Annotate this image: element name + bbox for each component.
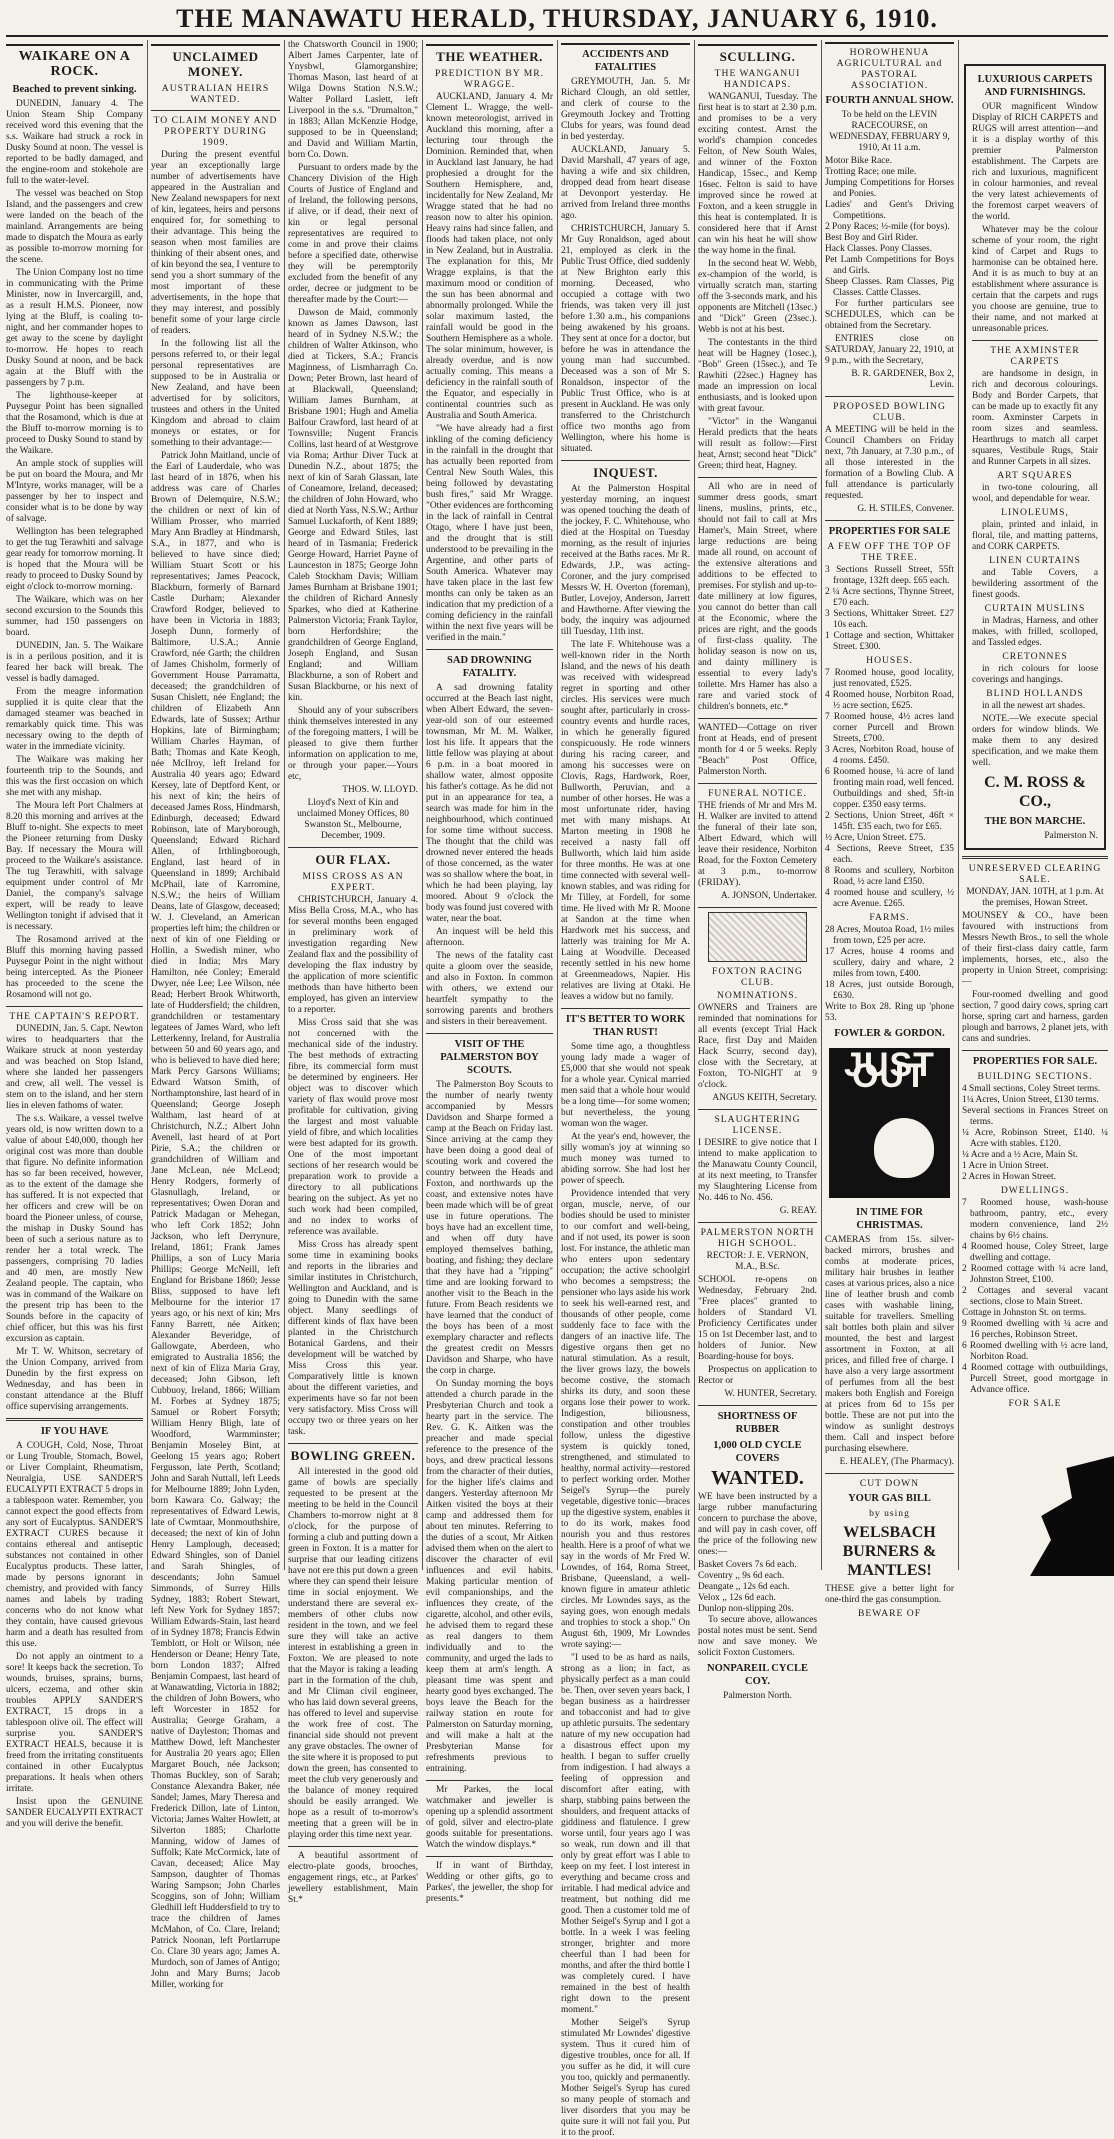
- article-paragraph: If in want of Birthday, Wedding or other gifts, go to Parkes', the jeweller, the shop for presents.*: [426, 1861, 553, 1904]
- advert-company-name: NONPAREIL CYCLE COY.: [706, 1663, 809, 1687]
- article-paragraph: Mr Parkes, the local watchmaker and jeweller is opening up a splendid assortment of gold, silver and electro-plate goods suitable for presentations. Watch the window displays.*: [426, 1785, 553, 1850]
- advert-headline-gas: CUT DOWN: [859, 1478, 920, 1489]
- article-headline-sculling: SCULLING.: [698, 44, 817, 64]
- signature: W. HUNTER, Secretary.: [724, 1389, 817, 1399]
- advert-paragraph: To be held on the LEVIN RACECOURSE, on WEDNESDAY, FEBRUARY 9, 1910, At 11 a.m.: [829, 110, 950, 153]
- advert-subheadline: BEWARE OF: [857, 1608, 922, 1619]
- advert-paragraph: MOUNSEY & CO., have been favoured with instructions from Messrs Newth Bros., to sell the whole of their first-class dairy cattle, farm implements, horses, etc., also the property in Union Street, comprising:—: [962, 911, 1108, 987]
- just-out-lettering: JUST OUT: [844, 1046, 935, 1095]
- advert-headline-properties: PROPERTIES FOR SALE: [828, 526, 951, 537]
- column-4: [426, 40, 553, 1904]
- list-item: 7 Roomed house, good locality, just renovated, £525.: [825, 668, 954, 689]
- list-item: 3 Sections, Whittaker Street. £27 10s each.: [825, 609, 954, 630]
- list-item: Motor Bike Race.: [825, 156, 892, 166]
- advert-headline-properties: PROPERTIES FOR SALE.: [972, 1056, 1098, 1067]
- advert-company-tagline: THE BON MARCHE.: [984, 816, 1086, 827]
- advert-headline-rubber: SHORTNESS OF RUBBER: [717, 1411, 798, 1435]
- section-rule: [151, 110, 280, 111]
- advert-headline-better-to-work: IT'S BETTER TO WORK THAN RUST!: [565, 1014, 686, 1038]
- list-item: Pet Lamb Competitions for Boys and Girls.: [825, 255, 954, 276]
- farms-list: [825, 925, 954, 1002]
- advert-paragraph: CAMERAS from 15s. silver-backed mirrors, brushes and combs at moderate prices, military hair brushes in leather cases at various prices, also a nice line of leather brush and comb cases with washable lining, suitable for travellers. Smelling salt bottles both plain and silver mounted, the best and largest assortment in Foxton, at all prices, and filled free of charge. I have also a very large assortment of perfumes from all the best makers both English and Foreign at prices from 6d to 15s per bottle. These are not put into the window as sunlight destroys them. Call and inspect before purchasing elsewhere.: [825, 1235, 954, 1454]
- dwellings-list: [962, 1198, 1108, 1396]
- advert-paragraph: "I used to be as hard as nails, strong as a lion; in fact, as physically perfect as a man could be. Then, over seven years back, I began business as a hairdresser and tobacconist and had to give up athletic pursuits. The sedentary nature of my new occupation had a disastrous effect upon my health. I began to suffer cruelly from indigestion. I had always a feeling of oppression and discomfort after eating, with sharp, stabbing pains between the shoulders, and frequent attacks of giddiness and flatulence. I grew worse until, four years ago I was so weak, run down and ill that only by great effort was I able to keep on my feet. I lost interest in everything and became cross and irritable. I had medical advice and treatment, but nothing did me good. Then a customer told me of Mother Seigel's Syrup and I got a bottle. In a week I was feeling stronger, brighter and more cheerful than I had been for months, and after the third bottle I was completely cured. I have remained in the best of health right down to the present moment.": [561, 1653, 690, 2015]
- list-item: 2 Roomed cottage with ¼ acre land, Johnston Street, £100.: [962, 1264, 1108, 1285]
- article-subheadline: TO CLAIM MONEY AND PROPERTY DURING 1909.: [153, 115, 278, 148]
- list-item: Jumping Competitions for Horses and Ponies.: [825, 178, 954, 199]
- article-paragraph: "Victor" in the Wanganui Herald predicts that the heats will result as follow:—First heat, Arnst; second heat "Dick" Green; third heat, Hagney.: [698, 417, 817, 471]
- list-item: Ladies' and Gent's Driving Competitions.: [825, 200, 954, 221]
- article-paragraph: The s.s. Waikare, a vessel twelve years old, is now written down to a value of about £40,000, though her original cost was more than double that figure. No definite information has so far been received, however, as to the extent of the damage she has suffered. It is not expected that her officers and crew will be on board the Pioneer unless, of course, the mishap in Dusky Sound has been of such a serious nature as to render her a total wreck. The passengers, comprising 70 ladies and 40 men, are mostly New Zealand people. The captain, who was in command of the Waikare on the present trip has been to the Sounds before in the capacity of chief officer, but this was his first excursion as captain.: [6, 1114, 143, 1344]
- advert-welsbach: WELSBACH BURNERS & MANTLES!: [842, 1524, 937, 1579]
- list-item: 8 Rooms and scullery, Norbiton Road, ½ acre land £350.: [825, 866, 954, 887]
- section-rule: [288, 1846, 418, 1847]
- signature: A. JONSON, Undertaker.: [720, 891, 817, 901]
- advert-headline-christmas: IN TIME FOR CHRISTMAS.: [856, 1207, 923, 1231]
- notice-headline-high-school: PALMERSTON NORTH HIGH SCHOOL.: [700, 1227, 815, 1249]
- article-paragraph: Pursuant to orders made by the Chancery Division of the High Courts of Justice of England and of Ireland, the following persons, if alive, or if dead, their next of kin or legal personal representatives are required to come in and prove their claims before a specified date, otherwise they will be peremptorily excluded from the benefit of any order, decree or judgment to be thereafter made by the Court:—: [288, 163, 418, 305]
- sections-list: [962, 1084, 1108, 1183]
- article-paragraph: Mr T. W. Whitson, secretary of the Union Company, arrived from Dunedin by the first express on Wednesday, and has been in constant attendance at the Bluff office supervising arrangements.: [6, 1347, 143, 1412]
- article-paragraph: During the present eventful year an exceptionally large number of advertisements have appeared in the Australian and New Zealand newspapers for next of kin, legatees, heirs and persons enquired for, for something to their advantage. This being the season when most families are thinking of their absent ones, and of kin beyond the sea, I venture to send you a short summary of the most important of these advertisements, in the hope that they may interest, and possibly benefit some of your large circle of readers.: [151, 150, 280, 336]
- list-heading: HOUSES.: [866, 655, 913, 666]
- section-rule: [825, 396, 954, 397]
- advert-headline-carpets: LUXURIOUS CARPETS AND FURNISHINGS.: [977, 74, 1093, 98]
- racehorse-illustration: [708, 912, 807, 962]
- advert-subheadline: FOURTH ANNUAL SHOW.: [825, 95, 954, 106]
- list-item: Velox ,, 12s 6d each.: [698, 1593, 776, 1603]
- list-item: 6 Roomed dwelling with ½ acre land, Norbiton Road.: [962, 1341, 1108, 1362]
- list-item: 3 Acres, Norbiton Road, house of 4 rooms. £450.: [825, 745, 954, 766]
- advert-paragraph: and Table Covers, a bewildering assortment of the finest goods.: [972, 568, 1098, 600]
- notice-paragraph: THE friends of Mr and Mrs M. H. Walker are invited to attend the funeral of their late son, Albert Edward, which will leave their residence, Norbiton Road, for the Foxton Cemetery at 3 p.m., to-morrow (FRIDAY).: [698, 801, 817, 888]
- advert-subheadline: CRETONNES: [1002, 651, 1068, 662]
- article-paragraph: From the meagre information supplied it is quite clear that the damaged steamer was beached in remarkably quick time. This was necessary owing to the depth of water in the immediate vicinity.: [6, 687, 143, 752]
- article-paragraph: Should any of your subscribers think themselves interested in any of the foregoing matters, I will be pleased to give them further information on application to me, or through your paper.—Yours etc,: [288, 706, 418, 782]
- list-item: 7 Roomed house, wash-house bathroom, pantry, etc., every modern convenience, land 2½ chains by 6½ chains.: [962, 1198, 1108, 1241]
- article-paragraph: The late F. Whitehouse was a well-known rider in the North Island, and the news of his death was received with widespread regret in sporting and other circles. His services were much sought after, particularly in cross-country events and hurdle races, in which he generally figured conspicuously. He rode winners during his racing career, and among his successes were on Clovis, Rags, Hardwork, Roer, Bullworth, Peruvian, and a number of other horses. He was a most unfortunate rider, having met with many mishaps. At Marton meeting in 1908 he received a nasty fall off Bullworth, which laid him aside for three months. He was at one time connected with several well-known stables, and was riding for Mr Tilley, at Fordell, for some time. He lived with Mr R. Moone at Sandon at the time when Hardwork met his success, and latterly was training for Mr A. Laing at Woodville. Deceased recently settled in his new home at Greenmeadows, Napier. His relatives are living at Otaki. He leaves a widow but no family.: [561, 640, 690, 1002]
- article-paragraph: The news of the fatality cast quite a gloom over the seaside, and also in Foxton. In common with others, we extend our heartfelt sympathy to the sorrowing parents and brothers and sisters in their bereavement.: [426, 951, 553, 1027]
- section-rule: [698, 1222, 817, 1223]
- advert-subheadline: 1,000 OLD CYCLE COVERS: [713, 1440, 802, 1464]
- advert-paragraph: OUR magnificent Window Display of RICH CARPETS and RUGS will arrest attention—and it is a display worthy of this premier Palmerston establishment. The Carpets are rich and luxurious, magnificent in colour harmonies, and reveal the very latest achievements of the foremost carpet weavers of the world.: [972, 102, 1098, 222]
- advert-company-name: FOWLER & GORDON.: [834, 1028, 945, 1039]
- article-paragraph: The lighthouse-keeper at Puysegur Point has been signalled that the Rosamond, which is due at the Bluff to-morrow morning is to proceed to Dusky Sound to stand by the Waikare.: [6, 391, 143, 456]
- article-paragraph: The Moura left Port Chalmers at 8.20 this morning and arrives at the Bluff to-night. She expects to meet the Pioneer returning from Dusky Bay. If necessary the Moura will proceed to the Waikare's assistance. The tug Terawhiti, with salvage equipment under control of Mr Daniel, the company's salvage expert, will be ready to leave Wellington tonight if advised that it is necessary.: [6, 801, 143, 932]
- article-subheadline: Beached to prevent sinking.: [12, 84, 137, 95]
- notice-paragraph: I DESIRE to give notice that I intend to make application to the Manawatu County Council, at its next meeting, to Transfer my Slaughtering License from No. 446 to No. 456.: [698, 1138, 817, 1203]
- article-paragraph: A beautiful assortment of electro-plate goods, brooches, engagement rings, etc., at Parkes' jewellery establishment, Main St.*: [288, 1851, 418, 1905]
- list-item: Several sections in Frances Street on terms.: [962, 1106, 1108, 1127]
- article-paragraph: A sad drowning fatality occurred at the Beach last night, when Albert Edward, the seven-year-old son of our esteemed townsman, Mr M. M. Walker, lost his life. It appears that the little fellow was playing at about 6 p.m. in a boat moored in shallow water, almost opposite his father's cottage. As he did not put in an appearance for tea, a search was made for him in the neighbourhood, which continued for some time without success. The thought that the child was drowned never entered the heads of those concerned, as the water was so shallow where the boat, in which he had been playing, lay moored. About 9 o'clock the body was found just covered with water, near the boat.: [426, 683, 553, 924]
- houses-list: [825, 668, 954, 910]
- list-item: Basket Covers 7s 6d each.: [698, 1560, 797, 1570]
- just-out-advert-illustration: [829, 1048, 950, 1198]
- list-item: 4 Sections, Reeve Street, £35 each.: [825, 844, 954, 865]
- article-paragraph: DUNEDIN, Jan. 5. Capt. Newton wires to headquarters that the Waikare struck at noon yesterday and was beached on Stop Island, where she landed her passengers and crew, all well. The vessel is stem on to the island, and her stern lies in eleven fathoms of water.: [6, 1024, 143, 1111]
- section-rule: [561, 460, 690, 461]
- list-heading: FOR SALE: [1008, 1398, 1062, 1409]
- signature: THOS. W. LLOYD.: [342, 785, 418, 795]
- article-paragraph: In the following list all the persons referred to, or their legal personal representatives are supposed to be in Australia or New Zealand, and have been advertised for by solicitors, trustees and others in the United Kingdom and abroad to claim moneys or estates, or for something to their advantage:—: [151, 339, 280, 448]
- advert-paragraph: Mother Seigel's Syrup stimulated Mr Lowndes' digestive system. Thus it cured him of digestive troubles, once for all. If you suffer as he did, it will cure you too, quickly and permanently. Mother Seigel's Syrup has cured so many people of stomach and liver disorders that you may be quite sure it will not fail you. Put it to the proof.: [561, 2018, 690, 2138]
- list-item: ½ Acre, Union Street. £75.: [825, 833, 926, 843]
- column-1: [6, 40, 143, 1829]
- section-rule: [698, 783, 817, 784]
- column-rule: [821, 40, 822, 1570]
- article-paragraph: All interested in the good old game of bowls are specially requested to be present at the meeting to be held in the Council Chambers to-morrow night at 8 o'clock, for the purpose of forming a club and putting down a green in Foxton. It is a matter for surprise that our leading citizens have not ere this put down a green where they can spend their leisure time in social enjoyment. We understand there are several ex-members of other clubs now resident in the town, and we feel sure they will take an active interest in establishing a green in Foxton. We are pleased to note that the Mayor is taking a leading part in the formation of the club, and Mr Climan civil engineer, who has laid down several greens, has offered to level and supervise the work free of cost. The financial side should not prevent any grave obstacles. The owner of the site where it is proposed to put down the green, has consented to meet the club very generously and the balance of money required should be easily arranged. We hope as a result of to-morrow's meeting that a green will be in playing order this time next year.: [288, 1467, 418, 1840]
- section-rule: [288, 847, 418, 848]
- list-item: 2 Sections, Union Street, 46ft × 145ft. £35 each, two for £65.: [825, 811, 954, 832]
- article-paragraph: The Palmerston Boy Scouts to the number of nearly twenty accompanied by Messrs Davidson and Sharpe formed a camp at the Beach on Friday last. Since arriving at the camp they have been doing a good deal of scouting work and covered the country between the Heads and Foxton, and northwards up the coast, and extensive notes have been made which will be of great use in future operations. The boys have had an excellent time, and when off duty have employed themselves bathing, boating, and fishing; they declare that they have had a "ripping" time and are looking forward to another visit to the Beach in the future. From Beach residents we have learned that the conduct of the boys has been of a most exemplary character and reflects the greatest credit on Messrs Davidson and Sharpe, who have the corp in charge.: [426, 1080, 553, 1376]
- article-paragraph: Patrick John Maitland, uncle of the Earl of Lauderdale, who was last heard of in 1876, when his address was care of Charles Brown of Delemquire, N.S.W.; the children or next of kin of William Prosser, who married Mary Ann Bradley at Hindmarsh, S.A., in 1877, and who is believed to have since died; William Stuart Scott or his representatives; James Peacock, Blackburn, formerly of Barnard Castle Durham; Alexander Crawford Rodger, believed to have been in Victoria in 1883; Joseph Dunn, formerly of Baltimore, U.S.A.; Annie Crawford, née Garth; the children of James Chisholm, formerly of Government House Parramatta, deceased; the grandchildren of Susan Chislett, née England; the children of Elizabeth Ann Edwards, late of Sussex; Arthur Hopkins, late of Birmingham; William Charles Hayman, of Bath; Thomas and Kate Keogh, née McIlroy, left Ireland for Australia 40 years ago; Edward Kersey, late of Deptford Kent, or his next of kin; the heirs of deceased James Ross, Hindmarsh, Edinburgh, deceased; Edward Robinson, late of Maryborough, Queensland; Edward Richard Allen, of Irthlingborough, England, last heard of in Queensland in 1899; Archibald McPhail, late of Karromine, N.S.W.; the heirs of William Deans, late of Glasgow, deceased; W. J. Cleveland, an American properties left him; the children or next of kin of one Fielding or Hollin, a Swedish miner, who died in India; Mrs Mary Hamilton, née Conley; Emerald Dwyer, née Lee; Lee Wilson, née Read; Herbert Brook Whitworth, late of Huddersfield; the children, grandchildren or testamentary legatees of James Ward, who left Letterkenny, Ireland, for Australia between 50 and 60 years ago, and who is believed to have died here; Mark Percy Garsons Williams; Edward Watson Smith, of Northamptonshire, last heard of in Queensland; George Joseph Waltham, last heard of at Christchurch, N.Z.; Albert John Avenell, last heard of at Port Pirie, S.A.; the children or grandchildren of William and Jane McLean, née McLeod; Henry Rodgers, formerly of Glasnullagh, Ireland, or representatives; Owen Doran and Patrick Madagan or Mehegan, who left Cork 1852; John Jackson, who left Derrynure, Ireland, 1861; Frank James Phillips, a son of Lucy Maria Phillips; George McNeill, left England for Brisbane 1860; Jesse Bliss, supposed to have left Melbourne for the interior 17 years ago, or his next of kin; Mrs Fanny Barrett, née Aitken; Alexander Beveridge, of Gallowgate, Aberdeen, who emigrated to Australia 1856; the next of kin of Eliza Maria Gray, deceased; John Gibson, left Cubbuoy, Ireland, 1866; William M. Forbes at Sydney 1875; Samuel or Robert Forsyth; William Henry Bligh, late of Woodford, Warmminster; Benjamin Moseley Bint, at Geelong 15 years ago; Robert Fergusson, late Perth, Scotland; John and Sarah Nuttall, left Leeds for Melbourne 1889; John Lyden, born Kawara Co. Galway; the representatives of Edward Lewis, late of Cwmtaar, Monmouthshire, deceased; the next of kin of John Henry Lamplough, deceased; Edward Shingles, son of Daniel and Sarah Shingles, of descendants; John Samuel Simmonds, of Surrey Hills Sydney, 1883; Robert Stewart, left New York for Sydney 1857; William Edwards-Stain, last heard of in Sydney 1878; Francis Edwin Temblott, or Holt or Wilson, née Henderson or Deane; Henry Tate, born London 1837; Alfred Benjamin Compaest, last heard of at Wanawatding, Victoria in 1882; the children of John Bowers, who left Worcester in 1852 for Australia; George Graham, a native of Dayleston; Thomas and Matthew Dowd, left Manchester for Australia 20 years ago; Ellen Margaret Bouch, née Jackson; Thomas Buckley, son of Sarah; Constance Alexandra Baker, née Sandel; James, Mary Theresa and Frederick Dillon, late of Linton, Victoria; James Walter Howlett, at Silverton 1885; Charlotte Manning, widow of James of Suffolk; Kate McCormick, late of Cavan, deceased; Alice May Sampson, daughter of Thomas Waring Sampson; John Charles Scoggins, son of John; William Gledhill left Huddersfield to try to trace the children of James McMahon, of Co. Clare, Ireland; Patrick Noonan, left Portlarrupe Co. Clare 30 years ago; James A. Murdoch, son of James of Antigo; John and Mary Burns; Jacob Miller, working for: [151, 451, 280, 1990]
- notice-paragraph: A MEETING will be held in the Council Chambers on Friday next, 7th January, at 7.30 p.m., of all those interested in the formation of a Bowling Club. A full attendance is particularly requested.: [825, 425, 954, 501]
- list-item: 1¼ Acres, Union Street, £130 terms.: [962, 1095, 1099, 1105]
- section-rule: [561, 1008, 690, 1009]
- article-headline-unclaimed-money: UNCLAIMED MONEY.: [151, 44, 280, 79]
- list-item: 2 ¼ Acre sections, Thynne Street, £70 each.: [825, 587, 954, 608]
- article-headline-drowning: SAD DROWNING FATALITY.: [447, 655, 532, 679]
- advert-paragraph: Write to Box 28. Ring up 'phone 53.: [825, 1002, 954, 1023]
- advert-paragraph: THESE give a better light for one-third the gas consumption.: [825, 1584, 954, 1605]
- advert-paragraph: NOTE.—We execute special orders for window blinds. We make them to any desired specification, and we make them well.: [972, 714, 1098, 768]
- article-headline-captains-report: THE CAPTAIN'S REPORT.: [9, 1011, 140, 1022]
- advert-paragraph: At the year's end, however, the silly woman's joy at winning so much money was turned to abiding sorrow. She had lost her power of speech.: [561, 1132, 690, 1186]
- article-paragraph: The Rosamond arrived at the Bluff this morning having passed Puysegur Point in the night without being intercepted. As the Pioneer has proceeded to the scene the Rosamond will not go.: [6, 935, 143, 1000]
- section-rule: [288, 1443, 418, 1444]
- article-headline-accidents: ACCIDENTS AND FATALITIES: [561, 43, 690, 74]
- signature: G. H. STILES, Convener.: [857, 504, 954, 514]
- advert-paragraph: ENTRIES close on SATURDAY, January 22, 1910, at 9 p.m., with the Secretary,: [825, 334, 954, 366]
- section-rule: [698, 1109, 817, 1110]
- masthead-rule: [6, 35, 1108, 37]
- advert-headline-clearing-sale: UNRESERVED CLEARING SALE.: [968, 863, 1102, 885]
- list-item: 4 roomed house and scullery, ½ acre Avenue. £265.: [825, 888, 954, 909]
- signature: E. HEALEY, (The Pharmacy).: [839, 1457, 954, 1467]
- article-headline-weather: THE WEATHER.: [426, 44, 553, 64]
- article-paragraph: In the second heat W. Webb, ex-champion of the world, is virtually scratch man, starting off the 3-seconds mark, and his opponents are Mitchell (13sec.) and "Dick" Green (23sec.). Webb is not at his best.: [698, 259, 817, 335]
- article-paragraph: WANGANUI, Tuesday. The first heat is to start at 2.30 p.m. and promises to be a very exciting contest. Arnst the world's champion concedes Felton, of New South Wales, and winner of the Foxton Handicap, 15sec., and Kemp 16sec. Felton is said to have improved since he rowed at Foxton, and a keen struggle in this heat is contemplated. It is considered here that if Arnst can win his heat he will show the way home in the final.: [698, 92, 817, 256]
- section-rule: [825, 1473, 954, 1474]
- section-rule: [6, 1418, 143, 1421]
- advert-subheadline: CURTAIN MUSLINS: [984, 603, 1086, 614]
- list-item: ¼ Acre, Robinson Street, £140. ¼ Acre with stables. £120.: [962, 1128, 1108, 1149]
- advert-subheadline: THE AXMINSTER CARPETS: [990, 345, 1080, 367]
- article-paragraph: AUCKLAND, January 4. Mr Clement L. Wragge, the well-known meteorologist, arrived in Auckland this morning, after a lecturing tour through the Dominion. Reminded that, when in Auckland last January, he had prophesied a drought for the Southern Hemisphere, and, incidentally for New Zealand, Mr Wragge stated that he had no reason now to alter his opinion. Heavy rains had since fallen, and floods had taken place, not only in New Zealand, but in Australia. The explanation for this, Mr Wragge explains, is that the maximum mood or condition of the sun has been abnormal and abnormally prolonged. While the solar maximum lasted, the rainfall would be good in the Southern Hemisphere as a whole. The solar minimum, however, is already overdue, and is now actually coming. This means a deficiency in the rainfall south of the Equator, and especially in continental countries such as Australia and South America.: [426, 92, 553, 421]
- event-list: [825, 156, 954, 299]
- article-paragraph: Wellington has been telegraphed to get the tug Terawhiti and salvage gear ready for tomorrow morning. It is hoped that the Moura will be ready to proceed to Dusky Sound by eight o'clock to-morrow morning.: [6, 527, 143, 592]
- list-item: Deangate ,, 12s 6d each.: [698, 1582, 790, 1592]
- section-rule: [698, 477, 817, 478]
- notice-subheadline: NOMINATIONS.: [716, 990, 799, 1001]
- advert-paragraph: in all the newest art shades.: [982, 701, 1086, 711]
- advert-paragraph: are handsome in design, in rich and decorous colourings. Body and Border Carpets, that can be made up to exactly fit any room. Axminster Carpets in room sizes and seamless. Hearthrugs to match all carpet squares, Vestibule Rugs, Stair and Runner Carpets in all sizes.: [972, 369, 1098, 467]
- masthead: [0, 0, 1114, 36]
- list-item: 3 Sections Russell Street, 55ft frontage, 132ft deep. £65 each.: [825, 565, 954, 586]
- column-rule: [958, 40, 959, 1570]
- column-8: [962, 40, 1108, 1570]
- advert-company-name: C. M. ROSS & CO.,: [984, 774, 1086, 810]
- column-rule: [694, 40, 695, 1570]
- list-item: Trotting Race; one mile.: [825, 167, 917, 177]
- advert-subheadline: by using: [869, 1508, 910, 1519]
- list-item: 28 Acres, Moutoa Road, 1½ miles from town, £25 per acre.: [825, 925, 954, 946]
- notice-headline-racing-club: FOXTON RACING CLUB.: [712, 966, 803, 988]
- article-paragraph: the Chatsworth Council in 1900; Albert James Carpenter, late of Ynysbwl, Glamorganshire; Thomas Mason, last heard of at Wilga Downs Station N.S.W.; Walter Pollard Laslett, left Liverpool in the s.s. "Drumalton," in 1883; Allan McKenzie Hodge, supposed to be in Queensland; and David and William Martin, born Co. Down.: [288, 40, 418, 160]
- section-rule: [426, 1033, 553, 1034]
- signature: B. R. GARDENER, Box 2, Levin.: [851, 369, 954, 390]
- article-paragraph: Dawson de Maid, commonly known as James Dawson, last heard of in Sydney N.S.W.; the children of Walter Atkinson, who died at Tickers, S.A.; Francis Maginness, of Lismharragh Co. Down; Peter Brown, last heard of at Blackwall, Queensland; William James Burnham, at Brisbane 1901; Hugh and Amelia Balfour Crawford, last heard of at Townsville; Nugent Francis Collins, last heard of at Westgrove via Roma; Arthur Diver Tuck at Dunedin N.Z., about 1875; the next of kin of Sarah Glassan, late of Coneamore, Ireland, deceased; the children of John Howard, who died at North Yass, N.S.W.; Arthur Samuel Luckaforth, of Kent 1889; George and Edward Stiles, last heard of in Tasmania; Frederick George Howard, Harriet Payne of Launceston in 1875; George John Caleb Stockham Davis; William James Burnham at Brisbane 1901; the children of Richard Annesly Sparkes, who died at Katherine Palmerston Victoria; Frank Taylor, born Herfordshire; the grandchildren of George England, Joseph England, and Susan England; and William Blackburne, a son of Robert and Susan Blackburne, or his next of kin.: [288, 308, 418, 703]
- notice-headline-bowling-club: PROPOSED BOWLING CLUB.: [833, 401, 946, 423]
- advert-paragraph: Do not apply an ointment to a sore! It keeps back the secretion. To wounds, bruises, sprains, burns, ulcers, eczema, and other skin troubles APPLY SANDER'S EXTRACT, 15 drops in a tablespoon olive oil. The effect will surprise you. SANDER'S EXTRACT HEALS, because it is freed from the irritating constituents contained in other Eucalyptus preparations. It heals when others irritate.: [6, 1652, 143, 1794]
- advert-subheadline: LINOLEUMS,: [1001, 507, 1069, 518]
- list-item: ¼ Acre and a ½ Acre, Main St.: [962, 1150, 1078, 1160]
- article-subheadline: PREDICTION BY MR. WRAGGE.: [434, 68, 545, 90]
- article-subheadline: MISS CROSS AS AN EXPERT.: [302, 871, 404, 893]
- article-paragraph: "We have already had a first inkling of the coming deficiency in the rainfall in the drought that has actually been reported from Central New South Wales, this being followed by devastating bush fires," said Mr Wragge. "Other evidences are forthcoming in the lack of rainfall in Central Otago, where I have just been, and the drought that is still understood to be prevailing in the Argentine, and other parts of South America. Whatever may have taken place in the last few months can only be taken as an indication that my prediction of a coming deficiency in the rainfall within the next five years will be verified in the main.": [426, 424, 553, 643]
- column-6: [698, 40, 818, 1701]
- advert-headline-sanders: IF YOU HAVE: [40, 1426, 109, 1437]
- article-paragraph: At the Palmerston Hospital yesterday morning, an inquest was opened touching the death of the jockey, F. C. Whitehouse, who died at the Hospital on Tuesday morning, as the result of injuries received at the Baths races. Mr R. Edwards, J.P., was acting-Coroner, and the jury comprised Messrs W. H. Overton (foreman), Butler, Lovejoy, Anderson, Jarrett and Hawthorne. After viewing the body, the inquiry was adjourned till Tuesday, 11th inst.: [561, 484, 690, 637]
- advert-wanted: WANTED.: [711, 1467, 804, 1489]
- article-paragraph: An ample stock of supplies will be put on board the Moura, and Mr M'Intyre, works manager, will be a passenger by her to inspect and consider what is to be done by way of salvage.: [6, 459, 143, 524]
- list-item: 4 Small sections, Coley Street terms.: [962, 1084, 1101, 1094]
- advert-subheadline: ART SQUARES: [997, 470, 1073, 481]
- advert-paragraph: Whatever may be the colour scheme of your room, the right kind of Carpet and Rugs to harmonise can be obtained here. And it is as much to buy at an establishment where assurance is certain that the carpets and rugs you choose are genuine, true to their name, and not marked at unreasonable prices.: [972, 225, 1098, 334]
- signature-address: Lloyd's Next of Kin and unclaimed Money Offices, 80 Swanston St., Melbourne, December, 1909.: [297, 798, 409, 841]
- section-rule: [825, 520, 954, 521]
- article-paragraph: The Waikare was making her fourteenth trip to the Sounds, and this was the first occasion on which she met with any mishap.: [6, 755, 143, 798]
- notice-headline-slaughtering: SLAUGHTERING LICENSE.: [714, 1114, 801, 1136]
- list-item: Hack Classes. Pony Classes.: [825, 244, 933, 254]
- list-heading: FARMS.: [869, 912, 910, 923]
- advert-paragraph: Insist upon the GENUINE SANDER EUCALYPTI EXTRACT and you will derive the benefit.: [6, 1797, 143, 1829]
- advert-headline-horowhenua: HOROWHENUA AGRICULTURAL and PASTORAL ASSOCIATION.: [825, 42, 954, 91]
- list-item: 18 Acres, just outside Borough, £630.: [825, 980, 954, 1001]
- property-list: [825, 565, 954, 653]
- article-paragraph: Miss Cross said that she was not concerned with the mechanical side of the industry. The best methods of extracting fibre, its commercial form must be determined by engineers. Her object was to discover which variety of flax would prove most profitable for cultivation, giving the largest and most valuable yield of fibre, and which localities were best adapted for its growth. One of the most important sections of her research would be preparation work to provide a directory to all publications bearing on the subject. As yet no such work had been compiled, and no index to works of reference was available.: [288, 1018, 418, 1237]
- list-item: 2 Acres in Howan Street.: [962, 1172, 1056, 1182]
- list-item: 1 Cottage and section, Whittaker Street. £300.: [825, 631, 954, 652]
- list-heading: DWELLINGS.: [1000, 1185, 1070, 1196]
- column-3: [288, 40, 418, 1905]
- article-paragraph: CHRISTCHURCH, January 4. Miss Bella Cross, M.A., who has for several months been engaged in preliminary work of investigation regarding New Zealand flax and the possibility of developing the flax industry by the application of more scientific methods than have hitherto been employed, has given an interview to a reporter.: [288, 895, 418, 1015]
- list-item: 9 Roomed dwelling with ¼ acre and 16 perches, Robinson Street.: [962, 1319, 1108, 1340]
- column-rule: [284, 40, 285, 1570]
- article-headline-waikare: WAIKARE ON A ROCK.: [6, 44, 143, 79]
- article-paragraph: Miss Cross has already spent some time in examining books and reports in the libraries and similar institutes in Christchurch, Wellington and Auckland, and is going to Dunedin with the same object. Many seedlings of different kinds of flax have been planted in the Christchurch Botanical Gardens, and their development will be watched by Miss Cross this year. Comparatively little is known about the different varieties, and experiments have so far not been very satisfactory. Miss Cross will occupy two or three years on her task.: [288, 1240, 418, 1437]
- article-paragraph: All who are in need of summer dress goods, smart linens, muslins, prints, etc., should not fail to call at Mrs Hamer's, Main Street, where large reductions are being made all round, on account of the extensive alterations and additions to be effected to premises. For stylish and up-to-date millinery at low figures, you cannot do better than call at the Economic, where the prices are right, and the goods of first-class quality. The holiday season is now on us, and dainty millinery is essential to every lady's toilette. Mrs Hamer has also a rare and varied stock of children's bonnets, etc.*: [698, 482, 818, 712]
- article-paragraph: The Waikare, which was on her second excursion to the Sounds this summer, had 150 passengers on board.: [6, 595, 143, 638]
- advert-subheadline: A FEW OFF THE TOP OF THE TREE.: [827, 541, 952, 563]
- section-rule: [6, 1006, 143, 1007]
- list-item: Coventry ,, 9s 6d each.: [698, 1571, 785, 1581]
- advert-paragraph: WE have been instructed by a large rubber manufacturing concern to purchase the above, and will pay in cash cover, off the price of the following new ones:—: [698, 1492, 817, 1557]
- section-rule: [962, 856, 1108, 859]
- advert-subheadline: MONDAY, JAN. 10TH, at 1 p.m. At the premises, Howan Street.: [966, 887, 1104, 908]
- article-paragraph: The contestants in the third heat will be Hagney (1osec.), "Bob" Green (15sec.), and Te Rawhiti (22sec.) Hagney has made an impression on local enthusiasts, and is looked upon with great favour.: [698, 338, 817, 414]
- article-headline-our-flax: OUR FLAX.: [315, 852, 391, 867]
- notice-paragraph: OWNERS and Trainers are reminded that nominations for all events (except Trial Hack Race, first Day and Maiden Hack Scurry, second day), close with the Secretary, at Foxton, TO-NIGHT at 9 o'clock.: [698, 1003, 817, 1090]
- advert-paragraph: Some time ago, a thoughtless young lady made a wager of £5,000 that she would not speak for a whole year. Cynical married men said that a whole hour would be a long time—for some women; but nevertheless, the young woman won the wager.: [561, 1042, 690, 1129]
- classified-ad-wanted-cottage: WANTED—Cottage on river front at Heads, end of present month for 4 or 5 weeks. Reply "Beach" Post Office, Palmerston North.: [698, 723, 817, 777]
- article-headline-inquest: INQUEST.: [593, 465, 658, 480]
- notice-headline-funeral: FUNERAL NOTICE.: [708, 788, 807, 799]
- list-item: Dunlop non-slipping 20s.: [698, 1604, 794, 1614]
- list-item: 4 Roomed house, Coley Street, large dwelling and cottage.: [962, 1242, 1108, 1263]
- advert-location: Palmerston North.: [723, 1691, 792, 1701]
- article-paragraph: AUCKLAND, January 5. David Marshall, 47 years of age, having a wife and six children, dropped dead from heart disease at Devonport yesterday. He arrived from Ireland three months ago.: [561, 145, 690, 221]
- signature: G. REAY.: [779, 1206, 817, 1216]
- section-rule: [426, 1780, 553, 1781]
- article-paragraph: The Union Company lost no time in communicating with the Prime Minister, now in Invercargill, and, as a result H.M.S. Pioneer, now lying at the Bluff, is coaling to-night, and her commander hopes to get away to the scene by daylight to-morrow. He hopes to reach Dusky Sound at noon, and be back again at the Bluff with the passengers by 7 p.m.: [6, 268, 143, 388]
- section-rule: [962, 1050, 1108, 1051]
- advert-location: Palmerston N.: [1044, 831, 1098, 841]
- section-rule: [698, 907, 817, 908]
- advert-subheadline: YOUR GAS BILL: [848, 1493, 931, 1504]
- column-5: [561, 40, 690, 2138]
- section-rule: [698, 718, 817, 719]
- advert-subheadline: BLIND HOLLANDS: [986, 688, 1084, 699]
- advert-paragraph: For further particulars see SCHEDULES, which can be obtained from the Secretary.: [825, 299, 954, 331]
- column-7: [825, 40, 954, 1619]
- list-item: Cottage in Johnston St. on terms.: [962, 1308, 1087, 1318]
- advert-paragraph: in Madras, Harness, and other makes, with frilled, scolloped, and Tassled edges.: [972, 616, 1098, 648]
- notice-paragraph: Prospectus on application to Rector or: [698, 1365, 817, 1386]
- price-list: [698, 1560, 817, 1615]
- advert-paragraph: in two-tone colouring, all wool, and dependable for wear.: [972, 483, 1098, 504]
- article-paragraph: DUNEDIN, January 4. The Union Steam Ship Company received word this evening that the s.s. Waikare had struck a rock in Dusky Sound at noon. The vessel is reported to be badly damaged, and the engine-room and stokehole are full to the water-level.: [6, 99, 143, 186]
- notice-paragraph: SCHOOL re-opens on Wednesday, February 2nd. "Free places" granted to holders of Standard VI. Proficiency Certificates under 15 on 1st December last, and to holders of Junior. New Boarding-house for boys.: [698, 1275, 817, 1362]
- article-paragraph: On Sunday morning the boys attended a church parade in the Presbyterian Church and took a hearty part in the service. The Rev. G. K. Aitken was the preacher and made special reference to the presence of the boys, and drew practical lessons from the character of their duties, for the higher life's claims and dangers. Yesterday afternoon Mr Aitken visited the boys at their camp and addressed them for about ten minutes. Referring to the duties of a scout, Mr Aitken advised them when on the alert to discover the character of evil influences and evil habits. Making particular mention of evil companionships, and the influences they create, of the cigarette, alcohol, and other evils, he advised them to regard these as real dangers to them individually and to the community, and urged the lads to keep them at arm's length. A pleasant time was spent and hearty good byes exchanged. The boys leave the Beach for the railway station en route for Palmerston on Saturday morning, and will make a halt at the Presbyterian Manse for refreshments previous to entraining.: [426, 1379, 553, 1774]
- section-rule: [426, 1856, 553, 1857]
- column-rule: [557, 40, 558, 1570]
- list-item: Best Boy and Girl Rider.: [825, 233, 918, 243]
- advert-paragraph: plain, printed and inlaid, in floral, tile, and matting patterns, and CORK CARPETS.: [972, 520, 1098, 552]
- notice-subheadline: RECTOR: J. E. VERNON, M.A., B.Sc.: [706, 1251, 809, 1272]
- advert-box-carpets: [964, 64, 1106, 850]
- article-paragraph: GREYMOUTH, Jan. 5. Mr Richard Clough, an old settler, and clerk of course to the Greymouth Jockey and Trotting Clubs for years, was found dead in bed yesterday.: [561, 77, 690, 142]
- section-rule: [972, 340, 1098, 341]
- list-item: 2 Pony Races; ½-mile (for boys).: [825, 222, 950, 232]
- article-paragraph: An inquest will be held this afternoon.: [426, 927, 553, 948]
- advert-paragraph: To secure above, allowances postal notes must be sent. Send now and save money. We solicit Foxton Customers.: [698, 1615, 817, 1658]
- article-paragraph: DUNEDIN, Jan. 5. The Waikare is in a perilous position, and it is feared her back will break. The vessel is badly damaged.: [6, 641, 143, 684]
- list-item: 4 Roomed house, Norbiton Road, ½ acre section, £625.: [825, 690, 954, 711]
- article-headline-bowling-green: BOWLING GREEN.: [290, 1448, 416, 1463]
- section-rule: [426, 649, 553, 650]
- advert-paragraph: A COUGH, Cold, Nose, Throat or Lung Trouble, Stomach, Bowel, or Liver Complaint, Rheumatism, Neuralgia, USE SANDER'S EUCALYPTI EXTRACT 5 drops in a tablespoon water. Remember, you cannot expect the good effects from any sort of Eucalyptus. SANDER'S EXTRACT CURES because it contains ethereal and antiseptic substances not contained in other Eucalyptus products. These latter, made by persons ignorant in chemistry, and provided with fancy names and labels by trading concerns who do not know what they contain, have caused grievous harm and a death has resulted from this use.: [6, 1441, 143, 1649]
- advert-paragraph: Providence intended that very organ, muscle, nerve, of our bodies should be used to minister to our comfort and well-being, and if not used, its power is soon lost. For instance, the athletic man who enters upon sedentary occupation; the active schoolgirl who becomes a sempstress; the pensioner who lays aside his work to seek his well-earned rest, and thousands of other people, come suddenly face to face with the dangers of an inactive life. The digestive organs then get no natural stimulation. As a result, the liver grows lazy, the bowels become costive, the stomach shirks its duty, and soon these organs lose their power to work. Indigestion, biliousness, constipation and other troubles follow, unless the digestive system is quickly toned, strengthened, and stimulated to healthy, normal activity—restored to perfect working order. Mother Seigel's Syrup—the purely vegetable, digestive tonic—braces up the digestive system, enables it to do its work, makes food nourish you and thus restores health. Here is a proof of what we say in the words of Mr Fred W. Lowndes, of 164, Roma Street, Brisbane, Queensland, a well-known figure in amateur athletic circles. Mr Lowndes says, as the saying goes, won enough medals and trophies to stock a shop." On August 6th, 1909, Mr Lowndes wrote saying:—: [561, 1189, 690, 1650]
- signature: ANGUS KEITH, Secretary.: [712, 1093, 817, 1103]
- newspaper-title: THE MANAWATU HERALD, THURSDAY, JANUARY 6, 1910.: [176, 4, 938, 33]
- article-headline-boy-scouts: VISIT OF THE PALMERSTON BOY SCOUTS.: [440, 1039, 539, 1076]
- list-item: 7 Roomed house, 4½ acres land corner Purcell and Brown Streets, £700.: [825, 712, 954, 744]
- list-item: 2 Cottages and several vacant sections, close to Main Street.: [962, 1286, 1108, 1307]
- column-rule: [147, 40, 148, 1570]
- advert-subheadline: LINEN CURTAINS: [989, 555, 1081, 566]
- article-paragraph: The vessel was beached on Stop Island, and the passengers and crew were landed on the beach of the mainland. Arrangements are being made to dispatch the Moura as early as possible to-morrow morning for the scene.: [6, 189, 143, 265]
- sack-illustration: [874, 1118, 934, 1178]
- list-item: 4 Roomed cottage with outbuildings, Purcell Street, good mortgage in Advance office.: [962, 1363, 1108, 1395]
- list-item: 17 Acres, house 4 rooms and scullery, dairy and whare, 2 miles from town, £400.: [825, 947, 954, 979]
- article-subheadline: AUSTRALIAN HEIRS WANTED.: [161, 83, 270, 105]
- advert-subheadline: BUILDING SECTIONS.: [977, 1071, 1093, 1082]
- advert-paragraph: in rich colours for loose coverings and hangings.: [972, 664, 1098, 685]
- section-rule: [698, 1405, 817, 1406]
- column-2: [151, 40, 280, 1990]
- advert-paragraph: Four-roomed dwelling and good section, 7 good dairy cows, spring cart horse, spring cart and harness, garden plough and barrows, 2 planet jets, with cans and sundries.: [962, 990, 1108, 1044]
- list-item: 1 Acre in Union Street.: [962, 1161, 1049, 1171]
- list-item: 6 Roomed house, ¼ acre of land fronting main road, well fenced. Outbuildings and shed, 5ft-in copper. £350 easy terms.: [825, 767, 954, 810]
- list-item: Sheep Classes. Ram Classes, Pig Classes. Cattle Classes.: [825, 277, 954, 298]
- column-rule: [422, 40, 423, 1570]
- article-paragraph: CHRISTCHURCH, January 5. Mr Guy Ronaldson, aged about 21, employed as clerk in the Public Trust Office, died suddenly at New Brighton early this morning. Deceased, who occupied a cottage with two friends, was taken very ill just before 1.30 a.m., his companions being awakened by his groans. They sent at once for a doctor, but before he was in attendance the young man had succumbed. Deceased was a son of Mr S. Ronaldson, inspector of the Public Trust Office, who is at present in Auckland. He was only transferred to the Christchurch office two months ago from Wellington, where his home is situated.: [561, 224, 690, 454]
- article-subheadline: THE WANGANUI HANDICAPS.: [714, 68, 801, 90]
